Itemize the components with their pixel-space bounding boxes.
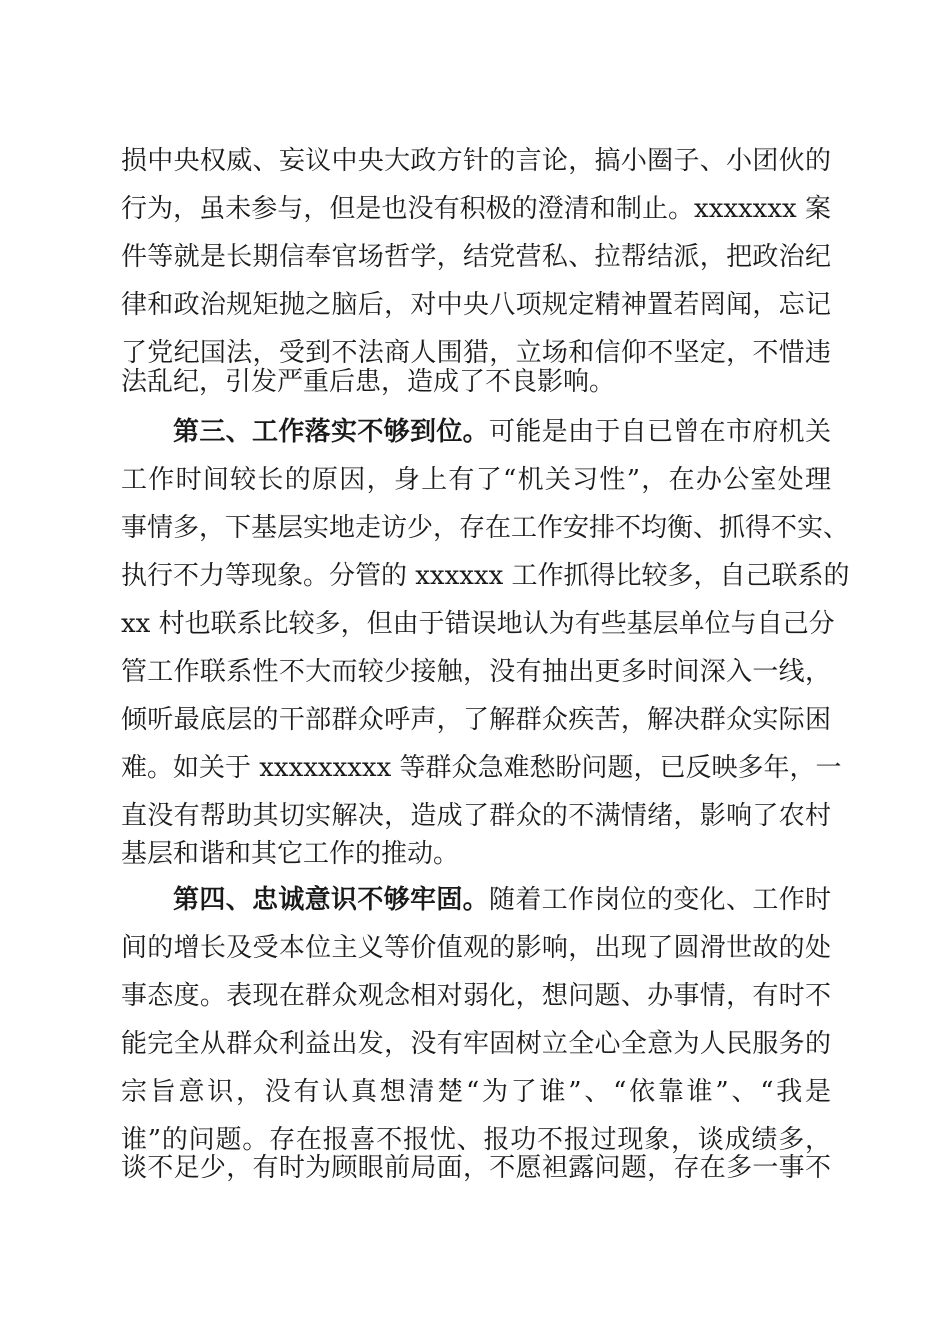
paragraph-line: 谈不足少，有时为顾眼前局面，不愿袒露问题，存在多一事不: [121, 1153, 831, 1183]
paragraph-line: 事态度。表现在群众观念相对弱化，想问题、办事情，有时不: [121, 981, 831, 1011]
paragraph-line: 法乱纪，引发严重后患，造成了不良影响。: [121, 367, 616, 397]
paragraph-line: 执行不力等现象。分管的 xxxxxx 工作抓得比较多，自己联系的: [121, 561, 850, 591]
paragraph-line: 了党纪国法，受到不法商人围猎，立场和信仰不坚定，不惜违: [121, 338, 831, 368]
paragraph-line: 事情多，下基层实地走访少，存在工作安排不均衡、抓得不实、: [121, 513, 850, 543]
paragraph-text: 随着工作岗位的变化、工作时: [489, 885, 831, 915]
paragraph-line: 宗旨意识，没有认真想清楚“为了谁”、“依靠谁”、“我是: [121, 1077, 831, 1107]
paragraph-line: xx 村也联系比较多，但由于错误地认为有些基层单位与自己分: [121, 609, 835, 639]
paragraph-line: 工作时间较长的原因，身上有了“机关习性”，在办公室处理: [121, 465, 831, 495]
paragraph-line: 件等就是长期信奉官场哲学，结党营私、拉帮结派，把政治纪: [121, 242, 831, 272]
section-heading: 第四、忠诚意识不够牢固。: [173, 885, 489, 915]
paragraph-first-line: [173, 880, 831, 920]
paragraph-line: 律和政治规矩抛之脑后，对中央八项规定精神置若罔闻，忘记: [121, 290, 831, 320]
paragraph-first-line: [173, 412, 831, 452]
paragraph-line: 直没有帮助其切实解决，造成了群众的不满情绪，影响了农村: [121, 801, 831, 831]
paragraph-line: 谁”的问题。存在报喜不报忧、报功不报过现象，谈成绩多，: [121, 1125, 831, 1155]
paragraph-line: 基层和谐和其它工作的推动。: [121, 839, 460, 869]
paragraph-line: 间的增长及受本位主义等价值观的影响，出现了圆滑世故的处: [121, 933, 831, 963]
paragraph-text: 可能是由于自已曾在市府机关: [489, 417, 831, 447]
paragraph-line: 难。如关于 xxxxxxxxx 等群众急难愁盼问题，已反映多年，一: [121, 753, 842, 783]
paragraph-line: 倾听最底层的干部群众呼声，了解群众疾苦，解决群众实际困: [121, 705, 831, 735]
section-heading: 第三、工作落实不够到位。: [173, 417, 489, 447]
paragraph-line: 损中央权威、妄议中央大政方针的言论，搞小圈子、小团伙的: [121, 146, 831, 176]
paragraph-line: 能完全从群众利益出发，没有牢固树立全心全意为人民服务的: [121, 1029, 831, 1059]
paragraph-line: 行为，虽未参与，但是也没有积极的澄清和制止。xxxxxxx 案: [121, 194, 831, 224]
paragraph-line: 管工作联系性不大而较少接触，没有抽出更多时间深入一线，: [121, 657, 831, 687]
